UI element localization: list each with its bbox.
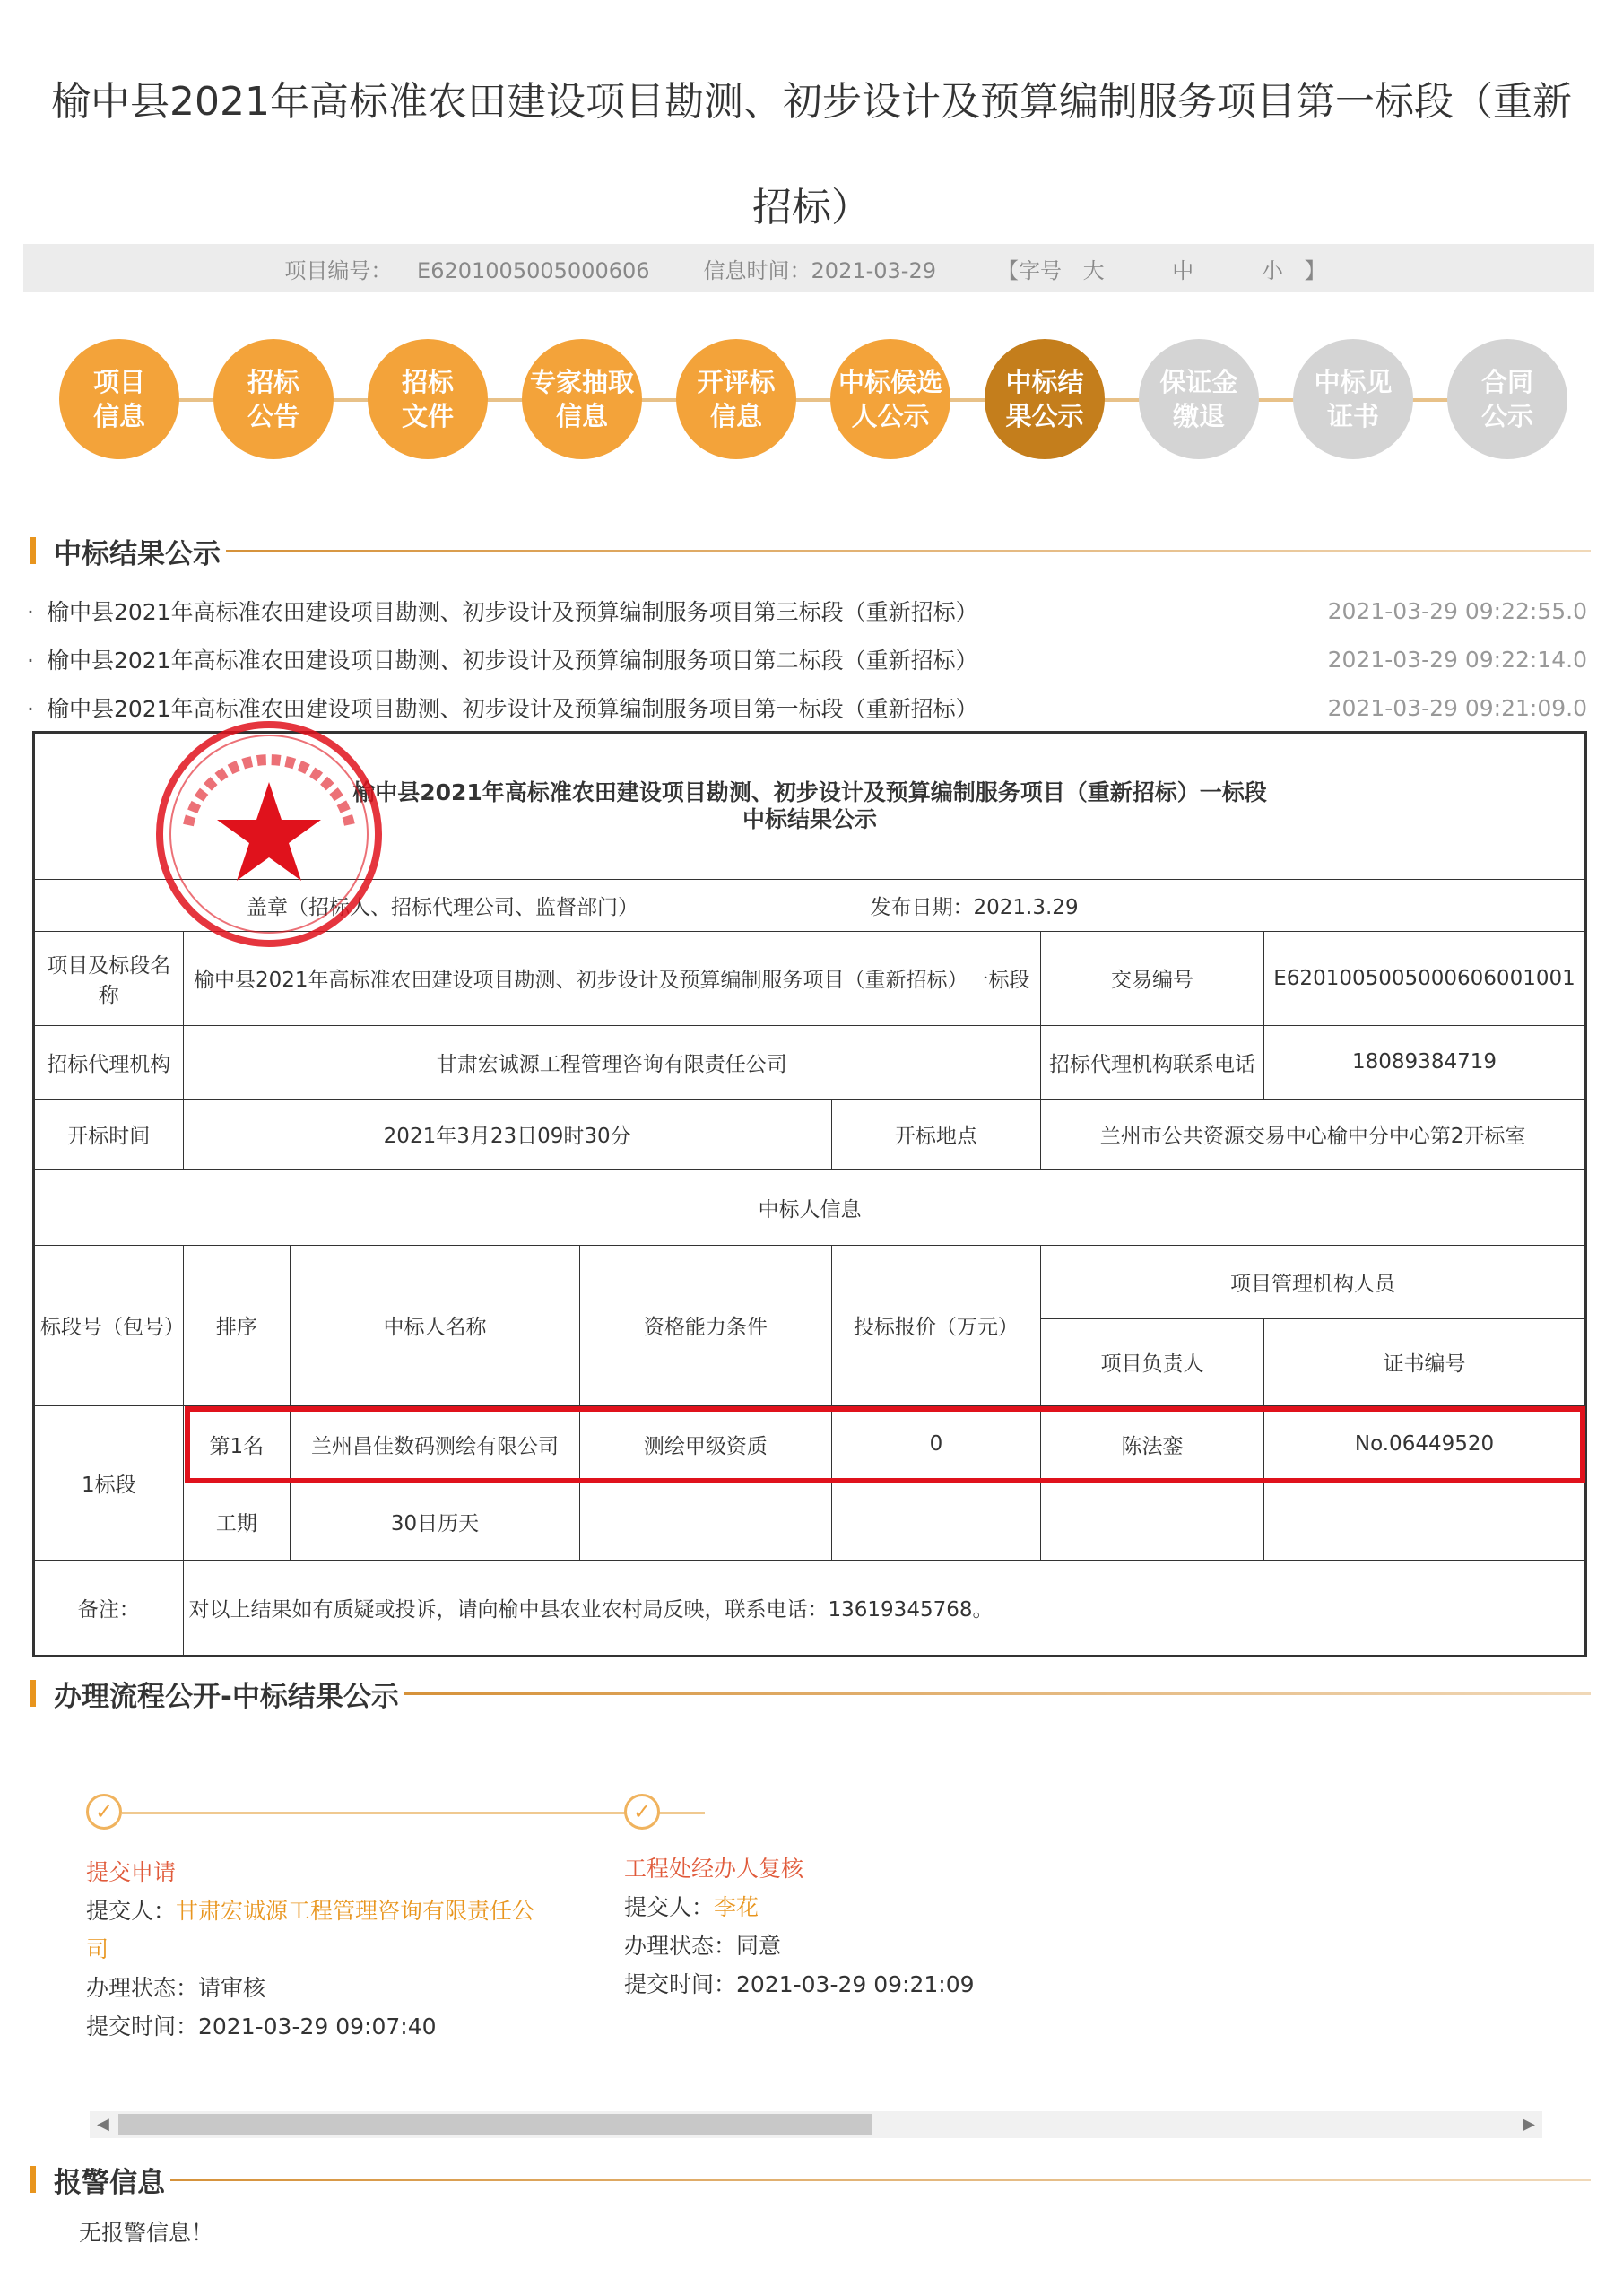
step-2[interactable]: 招标 公告 [213,339,334,459]
header-cert: 证书编号 [1264,1319,1585,1405]
flow-step [86,1853,552,2046]
submit-time: 提交时间：2021-03-29 09:07:40 [86,2013,437,2039]
section-bar [30,1680,36,1707]
qual-cell: 测绘甲级资质 [579,1405,831,1483]
status: 同意 [736,1933,782,1959]
list-item[interactable]: · 榆中县2021年高标准农田建设项目勘测、初步设计及预算编制服务项目第一标段（重新招标） 2021-03-29 09:21:09.0 [27,694,1587,722]
notice-date: 2021-03-29 09:22:14.0 [1327,646,1587,673]
check-icon: ✓ [624,1794,660,1830]
section-title-text: 报警信息 [54,2166,165,2199]
font-size-medium-button[interactable]: 中 [1172,257,1194,283]
font-size-large-button[interactable]: 大 [1082,257,1105,283]
submitter-label: 提交人： [624,1894,715,1920]
flow-line [122,1812,705,1814]
notice-link[interactable]: 榆中县2021年高标准农田建设项目勘测、初步设计及预算编制服务项目第二标段（重新招标） [46,648,978,674]
step-5[interactable]: 开评标 信息 [676,339,796,459]
step-7[interactable]: 中标结 果公示 [985,339,1105,459]
meta-bar [23,244,1594,292]
status: 请审核 [198,1975,266,2001]
winner-info-heading: 中标人信息 [35,1170,1585,1245]
font-size-open: 【字号 [997,257,1063,283]
header-leader: 项目负责人 [1041,1319,1264,1405]
step-4[interactable]: 专家抽取 信息 [522,339,642,459]
remark: 对以上结果如有质疑或投诉，请向榆中县农业农村局反映，联系电话：13619345768。 [183,1561,1584,1656]
page-title: 榆中县2021年高标准农田建设项目勘测、初步设计及预算编制服务项目第一标段（重新招标） [51,79,1572,230]
flow-step [624,1849,1090,2004]
winner-cell: 兰州昌佳数码测绘有限公司 [291,1405,580,1483]
project-no: E6201005005000606 [417,257,650,283]
agent-phone-label: 招标代理机构联系电话 [1041,1025,1264,1099]
font-size-selector [990,253,1333,284]
notice-date: 2021-03-29 09:22:55.0 [1327,597,1587,624]
agent-phone: 18089384719 [1264,1025,1585,1099]
red-seal-stamp [152,718,386,951]
section-title-result [30,533,1591,569]
cert-cell: No.06449520 [1264,1405,1585,1483]
publish-date: 发布日期：2021.3.29 [871,879,1415,931]
section-bar [30,2166,36,2193]
empty-cell [1264,1483,1585,1561]
notice-link[interactable]: 榆中县2021年高标准农田建设项目勘测、初步设计及预算编制服务项目第三标段（重新招标） [46,599,978,625]
section-line [170,2179,1591,2181]
horizontal-scrollbar[interactable] [90,2111,1542,2138]
submit-time: 提交时间：2021-03-29 09:21:09 [624,1971,975,1997]
open-time-label: 开标时间 [35,1099,184,1169]
submitter-cont: 司 [86,1936,109,1962]
agent: 甘肃宏诚源工程管理咨询有限责任公司 [183,1025,1041,1099]
step-1[interactable]: 项目 信息 [59,339,179,459]
section-cell: 1标段 [35,1405,184,1561]
trade-no-label: 交易编号 [1041,932,1264,1026]
empty-cell [579,1483,831,1561]
header-section: 标段号（包号） [35,1245,184,1405]
scroll-left-icon[interactable]: ◀ [97,2115,109,2134]
header-rank: 排序 [183,1245,291,1405]
empty-cell [831,1483,1040,1561]
section-title-alarm [30,2161,1591,2197]
period-cell: 30日历天 [291,1483,580,1561]
list-item[interactable]: · 榆中县2021年高标准农田建设项目勘测、初步设计及预算编制服务项目第二标段（重新招标） 2021-03-29 09:22:14.0 [27,646,1587,674]
check-icon: ✓ [86,1794,122,1830]
submitter: 甘肃宏诚源工程管理咨询有限责任公 [176,1898,535,1924]
section-line [226,550,1591,552]
notice-date: 2021-03-29 09:21:09.0 [1327,694,1587,721]
submitter-label: 提交人： [86,1898,177,1924]
price-cell: 0 [831,1405,1040,1483]
scroll-right-icon[interactable]: ▶ [1523,2115,1535,2134]
info-time: 信息时间：2021-03-29 [703,257,937,283]
remark-label: 备注： [35,1561,184,1656]
scrollbar-thumb[interactable] [118,2114,872,2135]
seal-label: 盖章（招标人、招标代理公司、监督部门） [35,879,1041,931]
section-line [404,1692,1591,1695]
section-title-flow [30,1675,1591,1711]
section-title-text: 办理流程公开-中标结果公示 [54,1680,399,1713]
open-place: 兰州市公共资源交易中心榆中分中心第2开标室 [1041,1099,1585,1169]
step-3[interactable]: 招标 文件 [368,339,488,459]
section-bar [30,537,36,564]
step-6[interactable]: 中标候选 人公示 [830,339,950,459]
header-qual: 资格能力条件 [579,1245,831,1405]
font-size-small-button[interactable]: 小 [1261,257,1283,283]
flow-step-title: 工程处经办人复核 [624,1856,804,1882]
process-steps [59,339,1566,460]
rank-cell: 第1名 [183,1405,291,1483]
font-size-close: 】 [1304,257,1326,283]
header-price: 投标报价（万元） [831,1245,1040,1405]
process-flow [86,1794,1539,2063]
status-label: 办理状态： [624,1933,737,1959]
step-9[interactable]: 中标见 证书 [1293,339,1413,459]
header-mgmt: 项目管理机构人员 [1041,1245,1585,1318]
doc-title-line1: 榆中县2021年高标准农田建设项目勘测、初步设计及预算编制服务项目（重新招标）一标段 [352,778,1267,805]
list-item[interactable]: · 榆中县2021年高标准农田建设项目勘测、初步设计及预算编制服务项目第三标段（重新招标） 2021-03-29 09:22:55.0 [27,597,1587,625]
alarm-message: 无报警信息！ [79,2220,214,2246]
open-time: 2021年3月23日09时30分 [183,1099,831,1169]
header-name: 中标人名称 [291,1245,580,1405]
open-place-label: 开标地点 [831,1099,1040,1169]
step-10[interactable]: 合同 公示 [1447,339,1567,459]
notice-list [27,587,1587,732]
step-8[interactable]: 保证金 缴退 [1139,339,1259,459]
table-row [35,1483,1585,1561]
period-label: 工期 [183,1483,291,1561]
section-title-text: 中标结果公示 [54,537,221,570]
proj-name: 榆中县2021年高标准农田建设项目勘测、初步设计及预算编制服务项目（重新招标）一标段 [183,932,1041,1026]
doc-title-line2: 中标结果公示 [742,805,877,832]
highlight-box [185,1406,1585,1483]
project-no-label: 项目编号： [284,257,393,283]
flow-step-title: 提交申请 [86,1859,177,1885]
status-label: 办理状态： [86,1975,199,2001]
leader-cell: 陈法銮 [1041,1405,1264,1483]
proj-name-label: 项目及标段名称 [35,932,184,1026]
empty-cell [1041,1483,1264,1561]
submitter: 李花 [714,1894,759,1920]
agent-label: 招标代理机构 [35,1025,184,1099]
notice-link[interactable]: 榆中县2021年高标准农田建设项目勘测、初步设计及预算编制服务项目第一标段（重新招标） [46,696,978,722]
trade-no: E6201005005000606001001 [1264,932,1585,1026]
